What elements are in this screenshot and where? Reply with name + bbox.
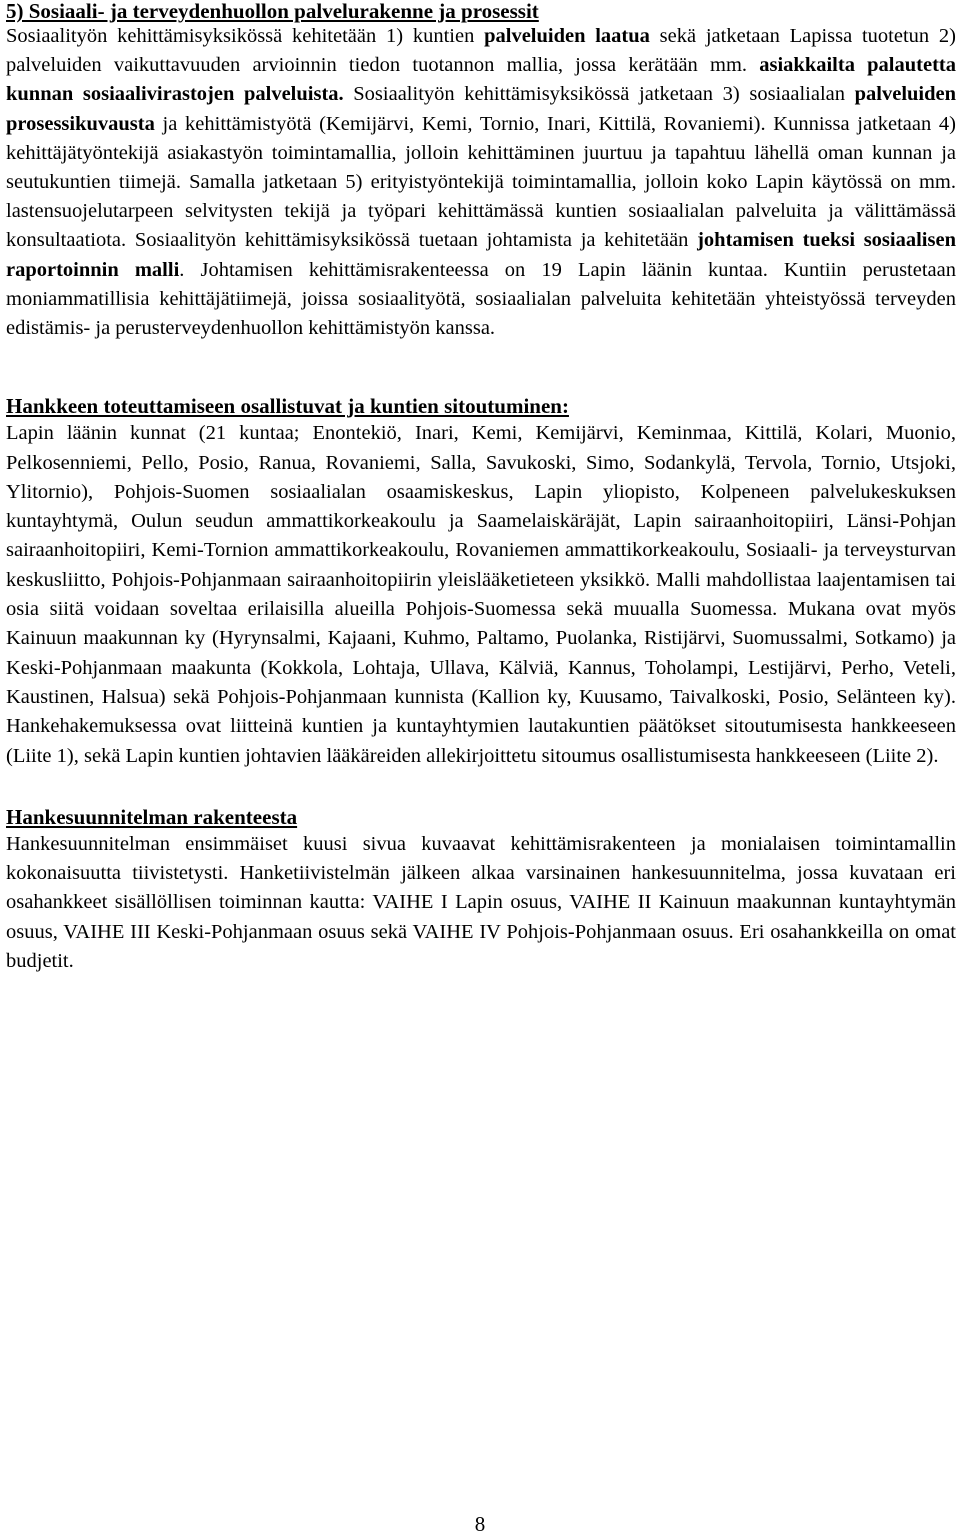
bold-text-run: palveluiden prosessikuvausta bbox=[6, 83, 957, 135]
section-paragraph bbox=[6, 22, 956, 343]
section-heading: 5) Sosiaali- ja terveydenhuollon palvelurakenne ja prosessit bbox=[6, 0, 539, 23]
text-run: Lapin läänin kunnat (21 kuntaa; Enontekiö, Inari, Kemi, Kemijärvi, Keminmaa, Kittilä, Kolari, Muonio, Pelkosenniemi, Pello, Posio, Ranua, Rovaniemi, Salla, Savukoski, Simo, Sodankylä, Tervola, Tornio, Utsjoki, Ylitornio), Pohjois-Suomen sosiaalialan osaamiskeskus, Lapin yliopisto, Kolpeneen palvelukeskuksen kuntayhtymä, Oulun seudun ammattikorkeakoulu ja Saamelaiskäräjät, Lapin sairaanhoitopiiri, Länsi-Pohjan sairaanhoitopiiri, Kemi-Tornion ammattikorkeakoulu, Rovaniemen ammattikorkeakoulu, Sosiaali- ja terveysturvan keskusliitto, Pohjois-Pohjanmaan sairaanhoitopiirin yleislääketieteen yksikkö. Malli mahdollistaa laajentamisen tai osia siitä voidaan soveltaa erilaisilla alueilla Pohjois-Suomessa sekä muualla Suomessa. Mukana ovat myös Kainuun maakunnan ky (Hyrynsalmi, Kajaani, Kuhmo, Paltamo, Puolanka, Ristijärvi, Suomussalmi, Sotkamo) ja Keski-Pohjanmaan maakunta (Kokkola, Lohtaja, Ullava, Kälviä, Kannus, Toholampi, Lestijärvi, Perho, Veteli, Kaustinen, Halsua) sekä Pohjois-Pohjanmaan kunnista (Kallion ky, Kuusamo, Taivalkoski, Posio, Selänteen ky). Hankehakemuksessa ovat liitteinä kuntien ja kuntayhtymien lautakuntien päätökset sitoutumisesta hankkeeseen (Liite 1), sekä Lapin kuntien johtavien lääkäreiden allekirjoittetu sitoumus osallistumisesta hankkeeseen (Liite 2). bbox=[6, 422, 956, 767]
text-run: Sosiaalityön kehittämisyksikössä kehitetään 1) kuntien bbox=[6, 25, 485, 47]
text-run: Sosiaalityön kehittämisyksikössä jatketaan 3) sosiaalialan bbox=[343, 83, 855, 106]
page-number: 8 bbox=[474, 1512, 486, 1536]
section-rakenne bbox=[6, 804, 956, 976]
text-run: sekä jatketaan Lapissa tuotetun 2) palveluiden vaikuttavuuden arvioinnin tiedon tuotannon mallia, jossa kerätään mm. bbox=[6, 25, 957, 77]
section-palvelurakenne bbox=[6, 0, 956, 343]
section-osallistujat bbox=[6, 393, 956, 771]
bold-text-run: palveluiden laatua bbox=[484, 25, 650, 47]
section-paragraph bbox=[6, 419, 956, 771]
bold-text-run: johtamisen tueksi sosiaalisen raportoinnin malli bbox=[6, 229, 956, 281]
section-paragraph bbox=[6, 830, 956, 976]
text-run: . Johtamisen kehittämisrakenteessa on 19 Lapin läänin kuntaa. Kuntiin perustetaan moniammatillisia kehittäjätiimejä, joissa sosiaalityötä, sosiaalialan palveluita kehitetään yhteistyössä terveyden edistämis- ja perusterveydenhuollon kehittämistyön kanssa. bbox=[6, 258, 956, 340]
section-heading: Hankesuunnitelman rakenteesta bbox=[6, 804, 298, 829]
document-page bbox=[6, 0, 956, 976]
bold-text-run: asiakkailta palautetta kunnan sosiaalivirastojen palveluista. bbox=[6, 54, 956, 106]
text-run: ja kehittämistyötä (Kemijärvi, Kemi, Tornio, Inari, Kittilä, Rovaniemi). Kunnissa jatketaan 4) kehittäjätyöntekijä asiakastyön toimintamallia, jolloin kehittäminen juurtuu ja tapahtuu lähellä oman kunnan ja seutukuntien tiimejä. Samalla jatketaan 5) erityistyöntekijä toimintamallia, jolloin koko Lapin käytössä on mm. lastensuojelutarpeen selvitysten tekijä ja työpari kehittämässä kuntien sosiaalialan palveluita ja välittämässä konsultaatiota. Sosiaalityön kehittämisyksikössä tuetaan johtamista ja kehitetään bbox=[6, 112, 956, 252]
section-heading: Hankkeen toteuttamiseen osallistuvat ja kuntien sitoutuminen: bbox=[6, 394, 569, 419]
text-run: Hankesuunnitelman ensimmäiset kuusi sivua kuvaavat kehittämisrakenteen ja monialaisen toimintamallin kokonaisuutta tiivistetysti. Hanketiivistelmän jälkeen alkaa varsinainen hankesuunnitelma, jossa kuvataan eri osahankkeet sisällöllisen toiminnan kautta: VAIHE I Lapin osuus, VAIHE II Kainuun maakunnan kuntayhtymän osuus, VAIHE III Keski-Pohjanmaan osuus sekä VAIHE IV Pohjois-Pohjanmaan osuus. Eri osahankkeilla on omat budjetit. bbox=[6, 832, 956, 972]
